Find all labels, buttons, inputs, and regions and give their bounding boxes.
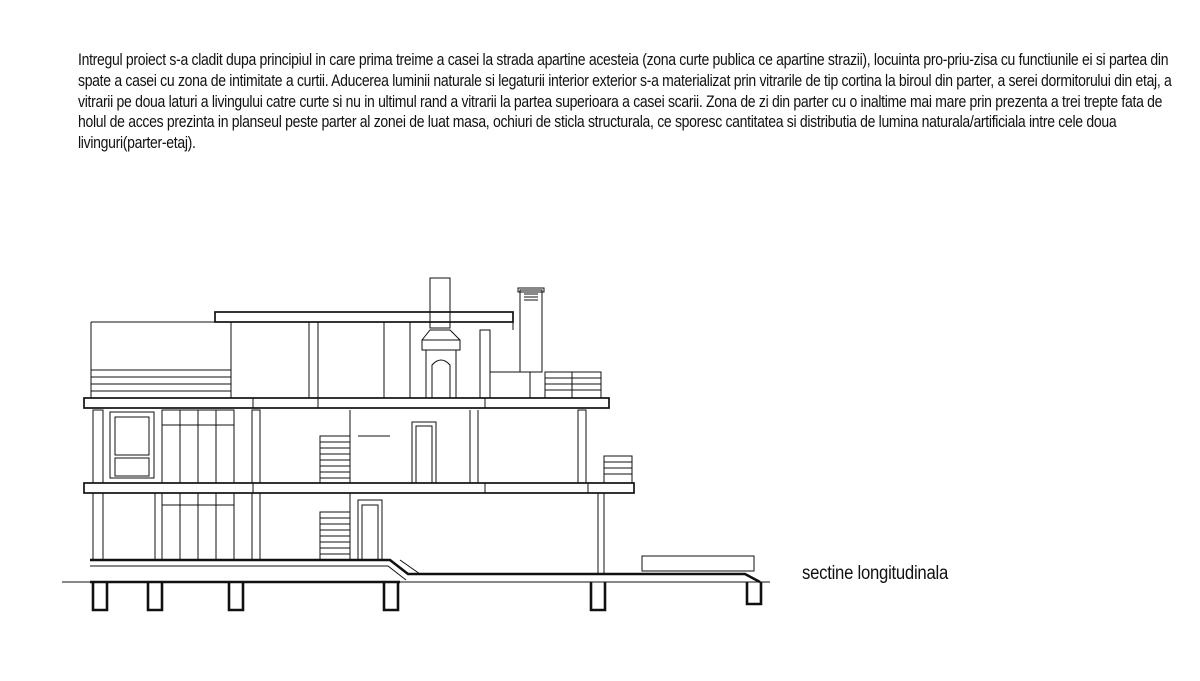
upper-volume	[91, 322, 490, 398]
roof-slab	[215, 312, 513, 330]
first-floor-railing	[604, 456, 632, 483]
ground-floor-stair	[320, 512, 350, 560]
ground-floor-structure	[93, 493, 604, 574]
second-floor-slab	[84, 398, 609, 408]
first-floor-slab	[84, 483, 634, 493]
chimney	[518, 288, 544, 372]
description-paragraph: Intregul proiect s-a cladit dupa principiul in care prima treime a casei la strada apartine acesteia (zona curte publica ce apartine strazii), locuinta pro-priu-zisa cu functiunile ei si partea din spate a casei cu zona de intimitate a curtii. Aducerea luminii naturale si legaturii interior exterior s-a materializat prin vitrarile de tip cortina la biroul din parter, a serei dormitorului din etaj, a vitrarii pe doua laturi a livingului catre curte si nu in ultimul rand a vitrarii la partea superioara a casei scarii. Zona de zi din parter cu o inaltime mai mare prin prezenta a trei trepte fata de holul de acces prezinta in planseul peste parter al zonei de luat masa, ochiuri de sticla structurala, ce sporesc cantitatea si distributia de lumina naturala/artificiala intre cele doua livinguri(parter-etaj).	[78, 51, 1172, 153]
section-caption: sectine longitudinala	[802, 563, 948, 584]
foundation-footings	[93, 582, 761, 610]
first-floor-stair	[320, 436, 350, 483]
roof-terrace-railings	[91, 370, 601, 398]
fireplace	[422, 278, 460, 398]
terrace-slab	[420, 556, 754, 574]
